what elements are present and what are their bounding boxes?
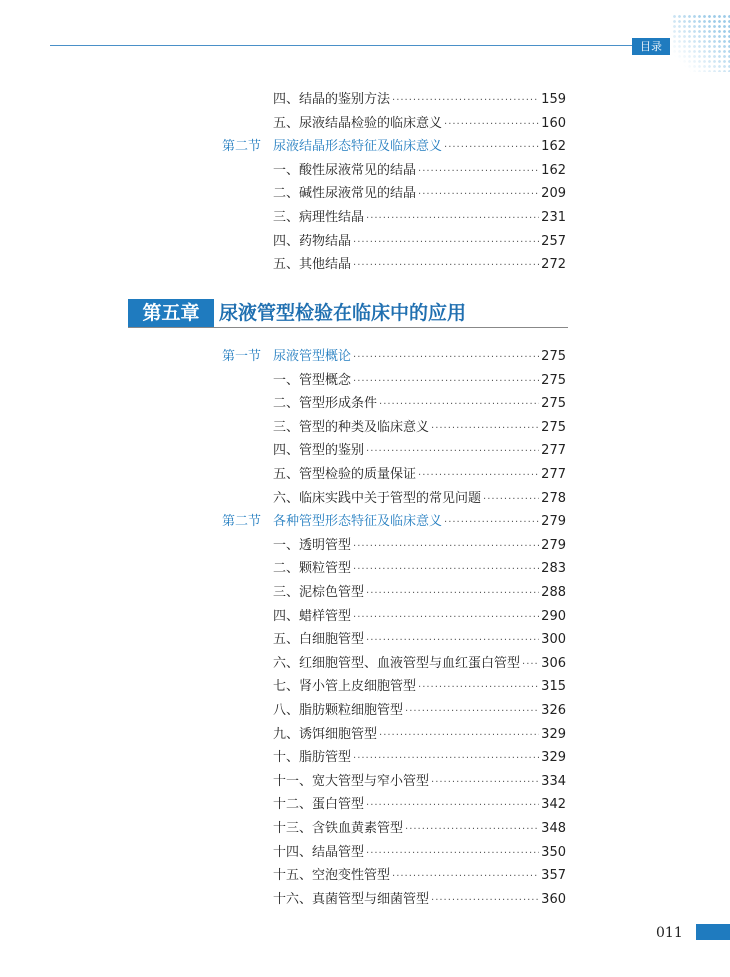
toc-entry	[273, 511, 566, 534]
dot-leader	[392, 866, 539, 888]
toc-entry-row[interactable]	[0, 629, 730, 651]
toc-entry	[273, 231, 566, 254]
entry-page-number: 275	[541, 372, 566, 388]
entry-title: 二、碱性尿液常见的结晶	[273, 186, 417, 202]
dot-leader	[366, 795, 539, 817]
toc-entry-row[interactable]	[0, 183, 730, 205]
entry-title: 十五、空泡变性管型	[273, 868, 391, 884]
entry-page-number: 275	[541, 419, 566, 435]
dot-leader	[353, 255, 539, 277]
dot-leader	[379, 394, 539, 416]
dot-leader	[405, 819, 539, 841]
entry-title: 二、管型形成条件	[273, 396, 378, 412]
toc-entry-row[interactable]	[0, 393, 730, 415]
toc-entry	[273, 582, 566, 605]
toc-entry	[273, 89, 566, 112]
entry-page-number: 348	[541, 821, 566, 836]
entry-title: 各种管型形态特征及临床意义	[273, 514, 443, 530]
toc-entry-row[interactable]	[0, 771, 730, 793]
section-number: 第二节	[222, 514, 262, 530]
chapter-title: 尿液管型检验在临床中的应用	[219, 302, 467, 324]
toc-entry-row[interactable]	[0, 417, 730, 439]
entry-title: 一、管型概念	[273, 372, 352, 388]
toc-entry-row[interactable]	[0, 254, 730, 276]
entry-title: 六、临床实践中关于管型的常见问题	[273, 490, 482, 506]
dot-leader	[444, 137, 539, 159]
toc-entry-row[interactable]	[0, 700, 730, 722]
toc-entry	[273, 629, 566, 652]
entry-page-number: 315	[541, 679, 566, 695]
entry-page-number: 160	[541, 115, 566, 131]
entry-title: 三、管型的种类及临床意义	[273, 419, 430, 435]
entry-title: 五、尿液结晶检验的临床意义	[273, 115, 443, 131]
entry-title: 一、酸性尿液常见的结晶	[273, 162, 417, 178]
decorative-dot-pattern	[672, 14, 730, 72]
entry-page-number: 278	[541, 490, 566, 506]
entry-page-number: 275	[541, 396, 566, 412]
dot-leader	[418, 161, 539, 183]
entry-title: 十一、宽大管型与窄小管型	[273, 773, 430, 789]
entry-title: 十三、含铁血黄素管型	[273, 821, 404, 836]
toc-entry-row[interactable]	[0, 160, 730, 182]
dot-leader	[418, 465, 539, 487]
toc-entry	[273, 346, 566, 369]
toc-section-row[interactable]	[0, 346, 730, 368]
entry-page-number: 159	[541, 92, 566, 107]
toc-entry	[273, 653, 566, 676]
toc-entry-row[interactable]	[0, 676, 730, 698]
toc-entry-row[interactable]	[0, 794, 730, 816]
entry-title: 四、药物结晶	[273, 233, 352, 249]
dot-leader	[366, 208, 539, 230]
toc-entry	[273, 558, 566, 581]
toc-entry	[273, 440, 566, 463]
entry-page-number: 334	[541, 773, 566, 789]
toc-entry	[273, 747, 566, 770]
entry-page-number: 290	[541, 608, 566, 624]
toc-entry-row[interactable]	[0, 842, 730, 864]
toc-entry	[273, 136, 566, 159]
toc-entry	[273, 183, 566, 206]
entry-page-number: 326	[541, 703, 566, 718]
entry-page-number: 329	[541, 726, 566, 742]
entry-page-number: 329	[541, 750, 566, 766]
entry-title: 四、蜡样管型	[273, 608, 352, 624]
entry-title: 尿液结晶形态特征及临床意义	[273, 139, 443, 155]
toc-entry-row[interactable]	[0, 231, 730, 253]
toc-entry-row[interactable]	[0, 113, 730, 135]
entry-page-number: 360	[541, 891, 566, 907]
entry-page-number: 350	[541, 844, 566, 860]
entry-title: 三、泥棕色管型	[273, 585, 365, 600]
toc-entry	[273, 113, 566, 136]
entry-title: 四、结晶的鉴别方法	[273, 92, 391, 107]
footer-bar	[696, 924, 730, 940]
toc-entry	[273, 488, 566, 511]
toc-entry	[273, 676, 566, 699]
dot-leader	[366, 583, 539, 605]
dot-leader	[431, 418, 539, 440]
entry-page-number: 279	[541, 537, 566, 553]
toc-entry	[273, 207, 566, 230]
toc-entry	[273, 254, 566, 277]
entry-title: 十四、结晶管型	[273, 844, 365, 860]
dot-leader	[418, 184, 539, 206]
entry-title: 五、管型检验的质量保证	[273, 467, 417, 482]
entry-title: 八、脂肪颗粒细胞管型	[273, 703, 404, 718]
entry-page-number: 277	[541, 443, 566, 459]
chapter-rule	[128, 327, 568, 328]
dot-leader	[366, 441, 539, 463]
toc-entry-row[interactable]	[0, 724, 730, 746]
entry-title: 四、管型的鉴别	[273, 443, 365, 459]
entry-page-number: 288	[541, 585, 566, 600]
toc-entry-row[interactable]	[0, 488, 730, 510]
dot-leader	[353, 371, 539, 393]
toc-entry-row[interactable]	[0, 889, 730, 911]
entry-page-number: 257	[541, 233, 566, 249]
entry-title: 一、透明管型	[273, 537, 352, 553]
toc-entry	[273, 606, 566, 629]
dot-leader	[522, 654, 539, 676]
section-number: 第一节	[222, 349, 262, 364]
toc-entry-row[interactable]	[0, 865, 730, 887]
toc-entry	[273, 889, 566, 912]
entry-page-number: 162	[541, 139, 566, 155]
entry-title: 九、诱饵细胞管型	[273, 726, 378, 742]
entry-page-number: 275	[541, 349, 566, 364]
entry-title: 三、病理性结晶	[273, 210, 365, 225]
entry-page-number: 357	[541, 868, 566, 884]
dot-leader	[353, 347, 539, 369]
header-rule	[50, 45, 650, 46]
entry-page-number: 283	[541, 561, 566, 577]
toc-entry-row[interactable]	[0, 535, 730, 557]
toc-entry-row[interactable]	[0, 370, 730, 392]
toc-entry	[273, 865, 566, 888]
entry-page-number: 231	[541, 210, 566, 225]
toc-entry	[273, 393, 566, 416]
entry-title: 十、脂肪管型	[273, 750, 352, 766]
toc-entry	[273, 160, 566, 183]
toc-entry	[273, 818, 566, 841]
entry-page-number: 272	[541, 257, 566, 273]
toc-entry	[273, 370, 566, 393]
dot-leader	[353, 232, 539, 254]
dot-leader	[431, 890, 539, 912]
toc-entry	[273, 535, 566, 558]
dot-leader	[444, 114, 539, 136]
toc-entry-row[interactable]	[0, 207, 730, 229]
toc-entry-row[interactable]	[0, 818, 730, 840]
toc-entry-row[interactable]	[0, 582, 730, 604]
toc-entry-row[interactable]	[0, 747, 730, 769]
entry-page-number: 162	[541, 162, 566, 178]
toc-entry-row[interactable]	[0, 606, 730, 628]
dot-leader	[379, 725, 539, 747]
entry-title: 二、颗粒管型	[273, 561, 352, 577]
page-number: 011	[656, 925, 683, 941]
dot-leader	[353, 559, 539, 581]
dot-leader	[366, 630, 539, 652]
dot-leader	[444, 512, 539, 534]
toc-entry-row[interactable]	[0, 558, 730, 580]
toc-entry	[273, 771, 566, 794]
dot-leader	[353, 536, 539, 558]
dot-leader	[483, 489, 539, 511]
toc-entry	[273, 724, 566, 747]
dot-leader	[431, 772, 539, 794]
entry-page-number: 277	[541, 467, 566, 482]
dot-leader	[366, 843, 539, 865]
toc-entry	[273, 700, 566, 723]
entry-page-number: 209	[541, 186, 566, 202]
toc-entry	[273, 464, 566, 487]
entry-title: 六、红细胞管型、血液管型与血红蛋白管型	[273, 655, 521, 671]
entry-title: 五、其他结晶	[273, 257, 352, 273]
chapter-number: 第五章	[128, 299, 214, 328]
entry-page-number: 342	[541, 797, 566, 813]
entry-title: 五、白细胞管型	[273, 632, 365, 648]
dot-leader	[353, 607, 539, 629]
section-number: 第二节	[222, 139, 262, 155]
toc-entry-row[interactable]	[0, 653, 730, 675]
toc-entry-row[interactable]	[0, 464, 730, 486]
entry-page-number: 300	[541, 632, 566, 648]
toc-entry	[273, 794, 566, 817]
dot-leader	[392, 90, 539, 112]
dot-leader	[418, 677, 539, 699]
entry-page-number: 306	[541, 655, 566, 671]
entry-title: 十六、真菌管型与细菌管型	[273, 891, 430, 907]
dot-leader	[353, 748, 539, 770]
dot-leader	[405, 701, 539, 723]
toc-entry-row[interactable]	[0, 89, 730, 111]
toc-entry	[273, 417, 566, 440]
entry-title: 尿液管型概论	[273, 349, 352, 364]
toc-section-row[interactable]	[0, 136, 730, 158]
entry-page-number: 279	[541, 514, 566, 530]
toc-entry-row[interactable]	[0, 440, 730, 462]
entry-title: 十二、蛋白管型	[273, 797, 365, 813]
header-tag: 目录	[632, 38, 670, 55]
toc-entry	[273, 842, 566, 865]
toc-section-row[interactable]	[0, 511, 730, 533]
entry-title: 七、肾小管上皮细胞管型	[273, 679, 417, 695]
